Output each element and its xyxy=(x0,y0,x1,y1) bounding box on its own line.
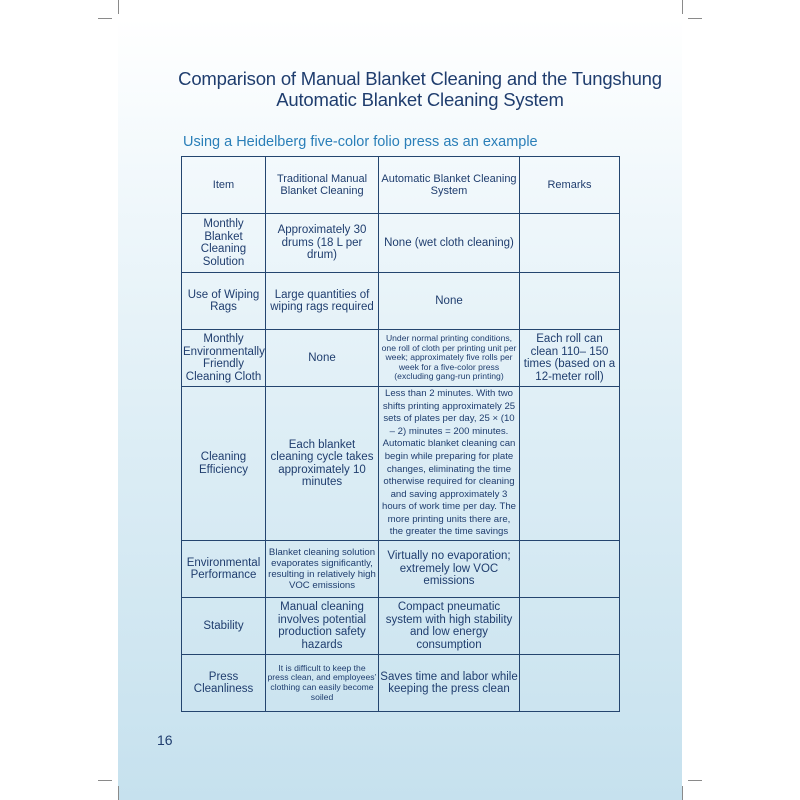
remarks-cell xyxy=(520,541,620,598)
crop-mark xyxy=(688,780,702,781)
page-title xyxy=(150,68,690,110)
page-subtitle: Using a Heidelberg five-color folio press as an example xyxy=(183,134,538,150)
item-cell: Monthly Blanket Cleaning Solution xyxy=(182,214,266,273)
item-cell: Cleaning Efficiency xyxy=(182,387,266,541)
item-cell: Environmental Performance xyxy=(182,541,266,598)
manual-cell: Large quantities of wiping rags required xyxy=(266,273,379,330)
crop-mark xyxy=(688,18,702,19)
manual-cell: It is difficult to keep the press clean, and employees’ clothing can easily become soiled xyxy=(266,655,379,712)
table-row xyxy=(182,273,620,330)
manual-cell: None xyxy=(266,330,379,387)
remarks-cell xyxy=(520,214,620,273)
auto-cell: Less than 2 minutes. With two shifts printing approximately 25 sets of plates per day, 25 × (10 – 2) minutes = 200 minutes. Automatic blanket cleaning can begin while preparing for plate changes, eliminating the time otherwise required for cleaning and saving approximately 3 hours of work time per day. The more printing units there are, the greater the time savings xyxy=(379,387,520,541)
crop-mark xyxy=(98,18,112,19)
table-row xyxy=(182,655,620,712)
table-row xyxy=(182,598,620,655)
auto-cell: None xyxy=(379,273,520,330)
table-row xyxy=(182,541,620,598)
manual-cell: Blanket cleaning solution evaporates significantly, resulting in relatively high VOC emissions xyxy=(266,541,379,598)
header-remarks: Remarks xyxy=(520,157,620,214)
remarks-cell xyxy=(520,655,620,712)
header-item: Item xyxy=(182,157,266,214)
table-row xyxy=(182,330,620,387)
crop-mark xyxy=(682,786,683,800)
auto-cell: Saves time and labor while keeping the press clean xyxy=(379,655,520,712)
remarks-cell xyxy=(520,387,620,541)
manual-cell: Approximately 30 drums (18 L per drum) xyxy=(266,214,379,273)
crop-mark xyxy=(118,786,119,800)
remarks-cell xyxy=(520,598,620,655)
table-row xyxy=(182,387,620,541)
crop-mark xyxy=(98,780,112,781)
item-cell: Use of Wiping Rags xyxy=(182,273,266,330)
item-cell: Stability xyxy=(182,598,266,655)
auto-cell: Virtually no evaporation; extremely low VOC emissions xyxy=(379,541,520,598)
table-row xyxy=(182,214,620,273)
auto-cell: None (wet cloth cleaning) xyxy=(379,214,520,273)
title-line-1: Comparison of Manual Blanket Cleaning and the Tungshung xyxy=(178,68,662,89)
auto-cell: Under normal printing conditions, one roll of cloth per printing unit per week; approximately five rolls per week for a five-color press (excluding gang-run printing) xyxy=(379,330,520,387)
manual-cell: Manual cleaning involves potential production safety hazards xyxy=(266,598,379,655)
remarks-cell xyxy=(520,273,620,330)
header-manual: Traditional Manual Blanket Cleaning xyxy=(266,157,379,214)
manual-cell: Each blanket cleaning cycle takes approximately 10 minutes xyxy=(266,387,379,541)
auto-cell: Compact pneumatic system with high stability and low energy consumption xyxy=(379,598,520,655)
remarks-cell: Each roll can clean 110– 150 times (based on a 12-meter roll) xyxy=(520,330,620,387)
title-line-2: Automatic Blanket Cleaning System xyxy=(276,89,564,110)
comparison-table xyxy=(181,156,620,712)
header-auto: Automatic Blanket Cleaning System xyxy=(379,157,520,214)
item-cell: Press Cleanliness xyxy=(182,655,266,712)
page-number: 16 xyxy=(157,732,173,748)
crop-mark xyxy=(682,0,683,14)
crop-mark xyxy=(118,0,119,14)
table-header-row xyxy=(182,157,620,214)
item-cell: Monthly Environmentally Friendly Cleaning Cloth xyxy=(182,330,266,387)
